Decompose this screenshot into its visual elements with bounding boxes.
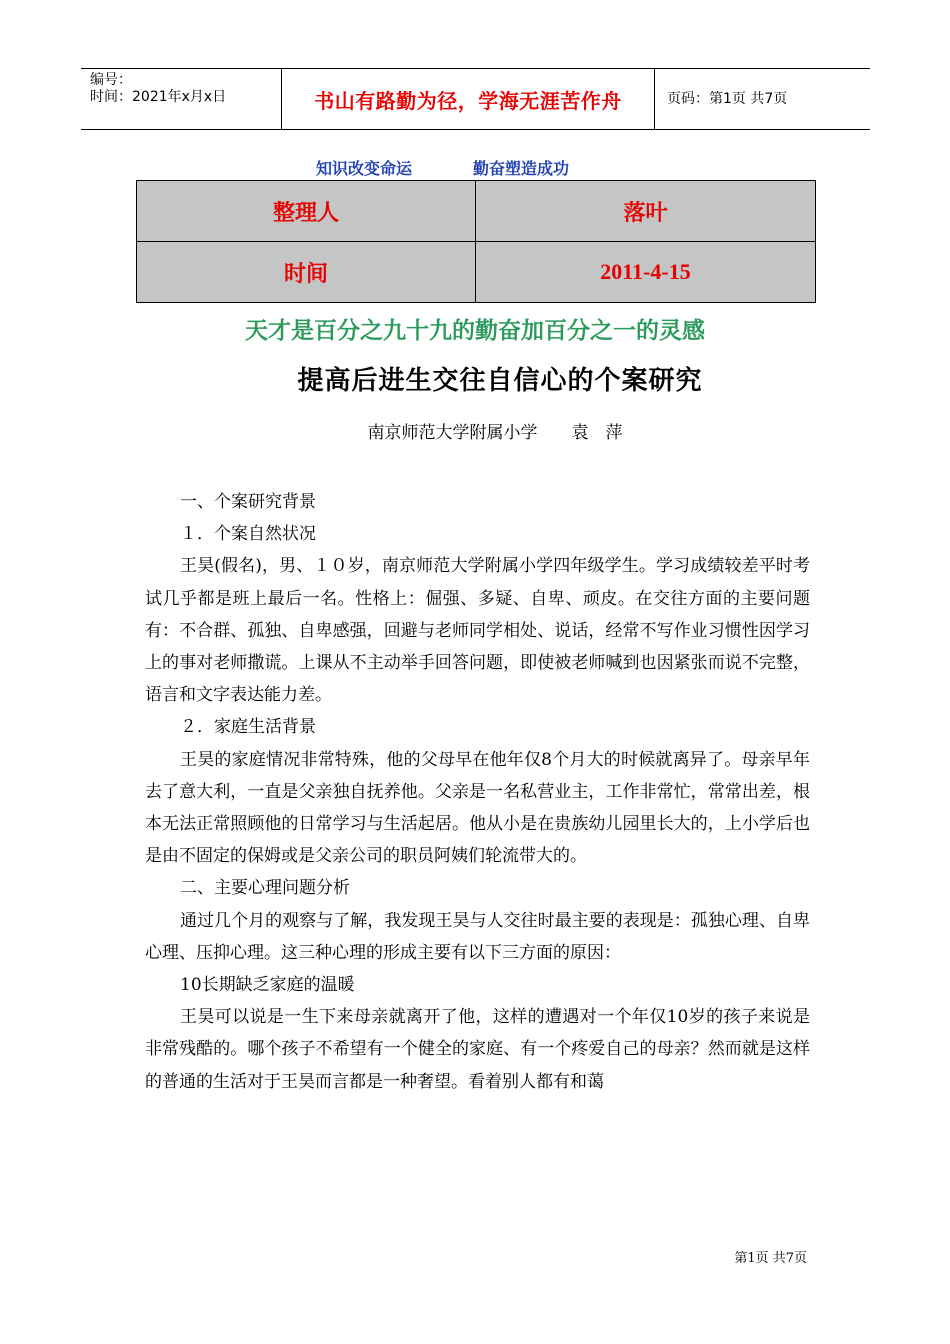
page-info: 页码：第1页 共7页: [667, 91, 788, 107]
slogan-left: 知识改变命运: [316, 159, 413, 178]
subsection-heading: ２．家庭生活背景: [180, 717, 316, 738]
paragraph: 通过几个月的观察与了解，我发现王昊与人交往时最主要的表现是：孤独心理、自卑心理、压抑心理。这三种心理的形成主要有以下三方面的原因：: [145, 910, 810, 963]
document-title: 提高后进生交往自信心的个案研究: [297, 366, 703, 396]
slogan-right: 勤奋塑造成功: [473, 159, 570, 178]
header-page-cell: [655, 69, 870, 129]
quote-text: 天才是百分之九十九的勤奋加百分之一的灵感: [245, 317, 705, 344]
date-label: 时间：2021年x月x日: [90, 89, 227, 105]
serial-label: 编号：: [90, 72, 132, 88]
section-heading: 一、个案研究背景: [180, 492, 316, 512]
info-table: [136, 180, 816, 303]
section-heading: 二、主要心理问题分析: [180, 878, 350, 899]
organizer-value: 落叶: [476, 181, 816, 242]
table-row: [137, 242, 816, 303]
motto-text: 书山有路勤为径，学海无涯苦作舟: [314, 88, 622, 113]
organizer-label: 整理人: [137, 181, 476, 242]
paragraph: 王昊(假名)，男、１０岁，南京师范大学附属小学四年级学生。学习成绩较差平时考试几乎都是班上最后一名。性格上：倔强、多疑、自卑、顽皮。在交往方面的主要问题有：不合群、孤独、自卑感强，回避与老师同学相处、说话，经常不写作业习惯性因学习上的事对老师撒谎。上课从不主动举手回答问题，即使被老师喊到也因紧张而说不完整，语言和文字表达能力差。: [145, 556, 810, 706]
subsection-heading: １．个案自然状况: [180, 524, 316, 545]
paragraph: 王昊的家庭情况非常特殊，他的父母早在他年仅8个月大的时候就离异了。母亲早年去了意大利，一直是父亲独自抚养他。父亲是一名私营业主，工作非常忙，常常出差，根本无法正常照顾他的日常学习与生活起居。他从小是在贵族幼儿园里长大的，上小学后也是由不固定的保姆或是父亲公司的职员阿姨们轮流带大的。: [145, 749, 810, 867]
header-motto-cell: [282, 69, 655, 129]
page-header: [81, 68, 870, 130]
page-footer: 第1页 共7页: [734, 1251, 807, 1266]
header-meta-cell: [81, 69, 282, 129]
document-body: [145, 486, 810, 1098]
author-line: 南京师范大学附属小学 袁 萍: [367, 423, 623, 443]
paragraph: 王昊可以说是一生下来母亲就离开了他，这样的遭遇对一个年仅10岁的孩子来说是非常残酷的。哪个孩子不希望有一个健全的家庭、有一个疼爱自己的母亲？然而就是这样的普通的生活对于王昊而言都是一种奢望。看着别人都有和蔼: [145, 1007, 810, 1092]
time-label: 时间: [137, 242, 476, 303]
subsection-heading: 10长期缺乏家庭的温暖: [180, 975, 355, 996]
time-value: 2011-4-15: [476, 242, 816, 303]
table-row: [137, 181, 816, 242]
